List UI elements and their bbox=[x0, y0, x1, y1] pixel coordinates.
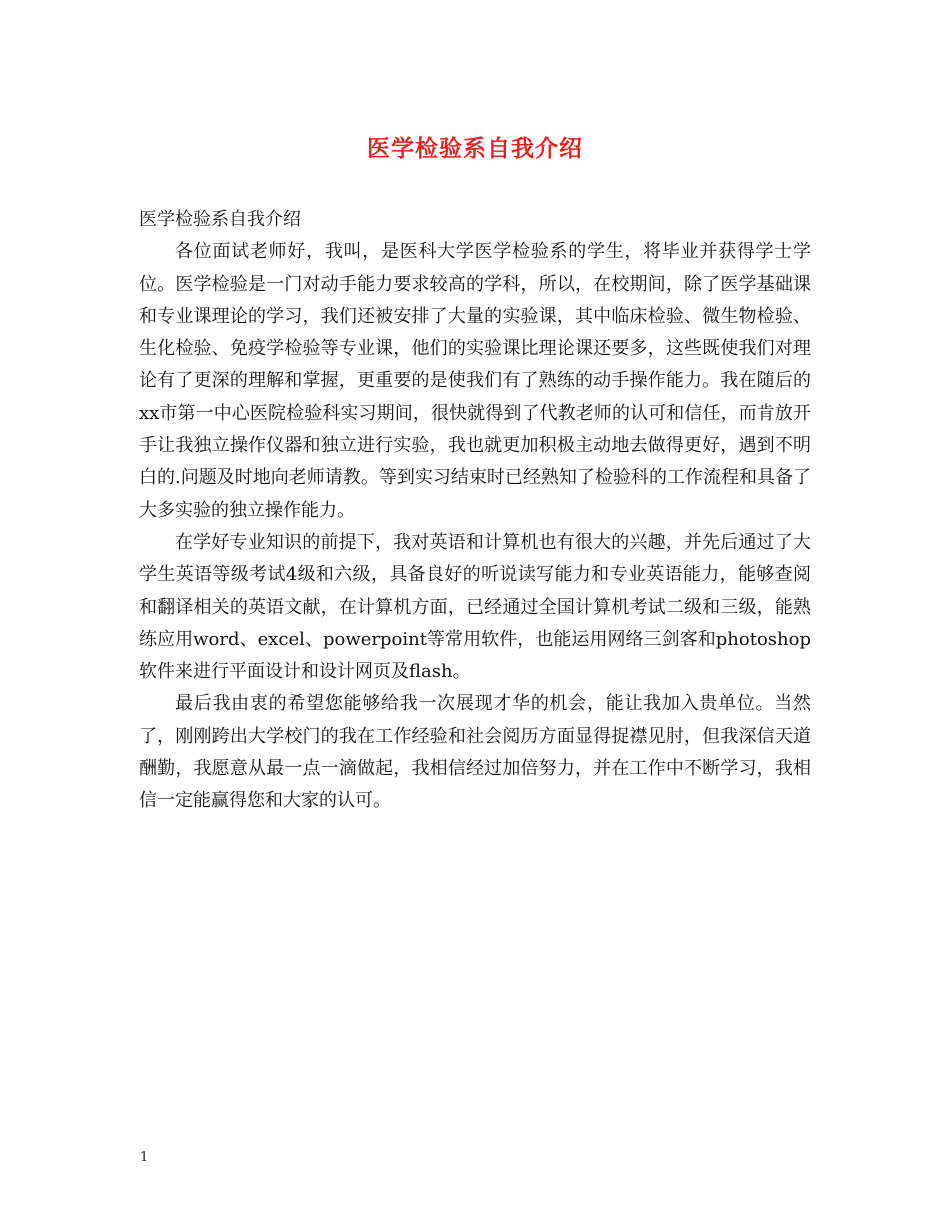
paragraph-1: 各位面试老师好，我叫，是医科大学医学检验系的学生，将毕业并获得学士学位。医学检验是一门对动手能力要求较高的学科，所以，在校期间，除了医学基础课和专业课理论的学习，我们还被安排了大量的实验课，其中临床检验、微生物检验、生化检验、免疫学检验等专业课，他们的实验课比理论课还要多，这些既使我们对理论有了更深的理解和掌握，更重要的是使我们有了熟练的动手操作能力。我在随后的xx市第一中心医院检验科实习期间，很快就得到了代教老师的认可和信任，而肯放开手让我独立操作仪器和独立进行实验，我也就更加积极主动地去做得更好，遇到不明白的.问题及时地向老师请教。等到实习结束时已经熟知了检验科的工作流程和具备了大多实验的独立操作能力。 bbox=[139, 241, 811, 521]
paragraph-3: 最后我由衷的希望您能够给我一次展现才华的机会，能让我加入贵单位。当然了，刚刚跨出大学校门的我在工作经验和社会阅历方面显得捉襟见肘，但我深信天道酬勤，我愿意从最一点一滴做起，我相信经过加倍努力，并在工作中不断学习，我相信一定能赢得您和大家的认可。 bbox=[139, 693, 811, 812]
document-title: 医学检验系自我介绍 bbox=[367, 135, 583, 162]
document-subtitle: 医学检验系自我介绍 bbox=[139, 209, 301, 230]
document-body bbox=[139, 204, 811, 818]
page-number: 1 bbox=[140, 1150, 149, 1165]
paragraph-2: 在学好专业知识的前提下，我对英语和计算机也有很大的兴趣，并先后通过了大学生英语等级考试4级和六级，具备良好的听说读写能力和专业英语能力，能够查阅和翻译相关的英语文献，在计算机方面，已经通过全国计算机考试二级和三级，能熟练应用word、excel、powerpoint等常用软件，也能运用网络三剑客和photoshop软件来进行平面设计和设计网页及flash。 bbox=[139, 531, 811, 683]
